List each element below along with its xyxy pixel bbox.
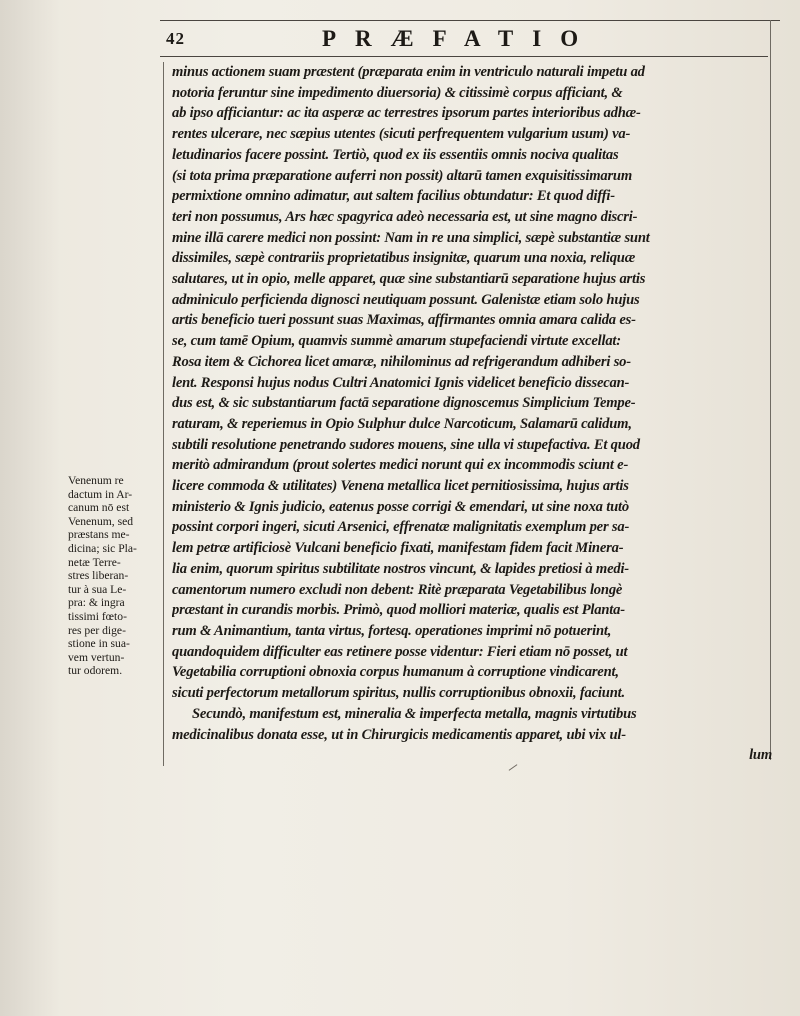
text-line: adminiculo perficienda dignosci neutiquam possunt. Galenistæ etiam solo hujus — [172, 291, 640, 308]
margin-note-line: dactum in Ar- — [68, 487, 133, 501]
text-line: lum — [749, 747, 772, 764]
margin-note-line: dicina; sic Pla- — [68, 541, 137, 555]
text-line: letudinarios facere possint. Tertiò, quod ex iis essentiis omnis nociva qualitas — [172, 146, 619, 163]
text-line: subtili resolutione penetrando sudores mouens, sine ulla vi stupefactiva. Et quod — [172, 436, 640, 453]
text-line: artis beneficio tueri possunt suas Maximas, affirmantes omnia amara calida es- — [172, 312, 636, 329]
text-line: ministerio & Ignis judicio, eatenus posse corrigi & emendari, ut sine noxa tutò — [172, 498, 629, 515]
margin-note-line: præstans me- — [68, 528, 130, 542]
margin-note-line: pra: & ingra — [68, 596, 125, 610]
text-line: possint corpori ingeri, sicuti Arsenici, effrenatæ malignitatis exemplum per sa- — [172, 519, 630, 536]
text-line: teri non possumus, Ars hæc spagyrica adeò necessaria est, ut sine magno discri- — [172, 208, 638, 225]
text-line: quandoquidem difficulter eas retinere posse videntur: Fieri etiam nō posset, ut — [172, 643, 628, 660]
text-line: rum & Animantium, tanta virtus, fortesq. operationes imprimi nō potuerint, — [172, 622, 612, 639]
margin-note-line: canum nō est — [68, 501, 130, 515]
margin-note-line: res per dige- — [68, 623, 126, 637]
text-line: præstant in curandis morbis. Primò, quod molliori materiæ, qualis est Planta- — [172, 602, 625, 619]
text-line: licere commoda & utilitates) Venena metallica licet pernitiosissima, hujus artis — [172, 478, 629, 495]
margin-note-line: tissimi fœto- — [68, 609, 127, 623]
text-line: minus actionem suam præstent (præparata enim in ventriculo naturali impetu ad — [172, 64, 645, 80]
text-line: notoria feruntur sine impedimento diuersoria) & citissimè corpus afficiant, & — [172, 84, 623, 101]
text-line: lem petræ artificiosè Vulcani beneficio fixati, manifestam fidem facit Minera- — [172, 540, 624, 557]
text-line: lent. Responsi hujus nodus Cultri Anatomici Ignis videlicet beneficio dissecan- — [172, 374, 630, 391]
text-line: permixtione omnino adimatur, aut saltem facilius obtundatur: Et quod diffi- — [172, 188, 615, 205]
margin-note-line: stres liberan- — [68, 569, 129, 583]
text-line: meritò admirandum (prout solertes medici norunt qui ex incommodis sciunt e- — [172, 457, 629, 474]
text-line: Secundò, manifestum est, mineralia & imperfecta metalla, magnis virtutibus — [192, 705, 637, 722]
running-head: PRÆFATIO — [322, 26, 598, 51]
header-rule-bottom — [160, 56, 768, 57]
text-line: dissimiles, sæpè contrariis proprietatibus insignitæ, quarum una noxia, reliquæ — [172, 250, 636, 267]
header-rule-top — [160, 20, 780, 21]
text-line: Vegetabilia corruptioni obnoxia corpus humanum à corruptione vindicarent, — [172, 664, 619, 681]
margin-note-line: vem vertun- — [68, 650, 125, 664]
text-line: se, cum tamē Opium, quamvis summè amarum stupefaciendi virtute excellat: — [172, 333, 621, 350]
text-line: mine illā carere medici non possint: Nam in re una simplici, sæpè substantiæ sunt — [172, 229, 650, 246]
margin-note-line: tur odorem. — [68, 664, 123, 678]
text-line: camentorum numero excludi non debent: Ritè præparata Vegetabilibus longè — [172, 581, 623, 598]
main-text-column — [163, 62, 772, 766]
marginal-note — [68, 474, 164, 678]
text-line: raturam, & reperiemus in Opio Sulphur dulce Narcoticum, Salamarū calidum, — [172, 415, 632, 432]
text-line: Rosa item & Cichorea licet amaræ, nihilominus ad refrigerandum adhiberi so- — [172, 353, 631, 370]
text-line: medicinalibus donata esse, ut in Chirurgicis medicamentis apparet, ubi vix ul- — [172, 726, 626, 743]
text-line: salutares, ut in opio, melle apparet, quæ sine substantiarū separatione hujus artis — [172, 271, 646, 288]
text-line: ab ipso afficiantur: ac ita asperæ ac terrestres ipsorum partes interioribus adhæ- — [172, 105, 641, 122]
page-gutter-shadow — [0, 0, 60, 1016]
margin-note-line: netæ Terre- — [68, 555, 121, 569]
text-line: rentes ulcerare, nec sæpius utentes (sicuti perfrequentem vulgarium usum) va- — [172, 126, 631, 143]
page-number: 42 — [166, 29, 185, 48]
margin-note-line: Venenum re — [68, 474, 124, 487]
text-line: lia enim, quorum spiritus subtilitate nostros vincunt, & lapides pretiosi à medi- — [172, 560, 629, 577]
margin-note-line: Venenum, sed — [68, 514, 134, 528]
text-line: dus est, & sic substantiarum factā separatione dignoscemus Simplicium Tempe- — [172, 395, 636, 412]
margin-note-line: stione in sua- — [68, 637, 130, 651]
margin-note-line: tur à sua Le- — [68, 582, 127, 596]
text-line: (si tota prima præparatione auferri non possit) altarū tamen exquisitissimarum — [172, 167, 633, 184]
text-line: sicuti perfectorum metallorum spiritus, nullis corruptionibus obnoxii, faciunt. — [172, 685, 625, 702]
